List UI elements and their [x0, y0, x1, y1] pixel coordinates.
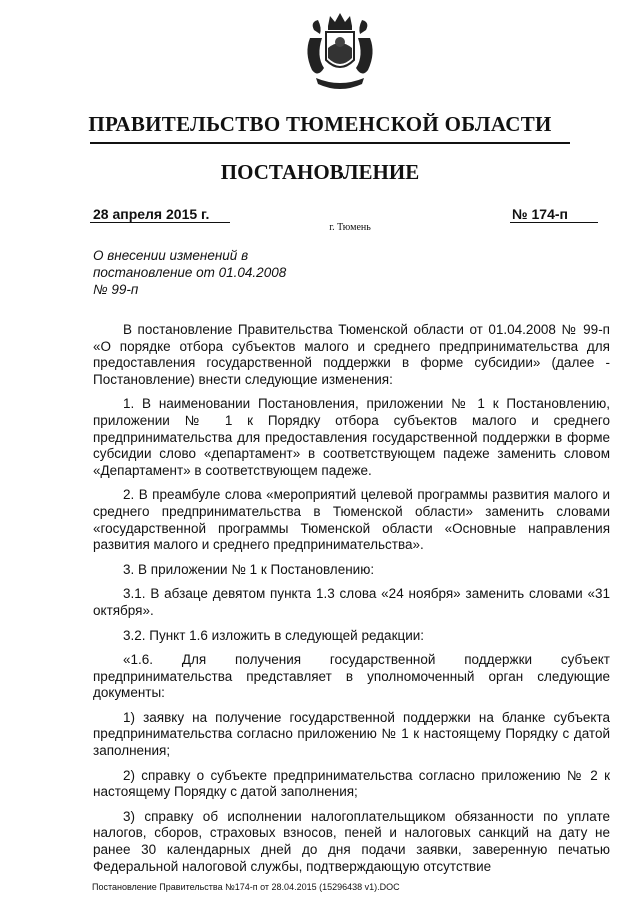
- organization-title: ПРАВИТЕЛЬСТВО ТЮМЕНСКОЙ ОБЛАСТИ: [88, 112, 552, 136]
- footer-filename: Постановление Правительства №174-п от 28.04.2015 (15296438 v1).DOC: [92, 882, 400, 892]
- paragraph: 3.1. В абзаце девятом пункта 1.3 слова «24 ноября» заменить словами «31 октября».: [93, 586, 610, 618]
- paragraph: 3.2. Пункт 1.6 изложить в следующей редакции:: [123, 627, 425, 643]
- coat-of-arms-icon: [300, 8, 380, 98]
- document-type: ПОСТАНОВЛЕНИЕ: [220, 160, 420, 184]
- paragraph: 3. В приложении № 1 к Постановлению:: [123, 561, 375, 577]
- paragraph: 3) справку об исполнении налогоплательщиком обязанности по уплате налогов, сборов, страховых взносов, пеней и налоговых санкций на дату не ранее 30 календарных дней до дня подачи заявки, заверенную печатью Федеральной налоговой службы, подтверждающую отсутствие: [93, 808, 610, 874]
- document-date: 28 апреля 2015 г.: [93, 206, 210, 222]
- subject-line: О внесении изменений в: [93, 248, 249, 263]
- paragraph: 2. В преамбуле слова «мероприятий целевой программы развития малого и среднего предпринимательства в Тюменской области» заменить словами «государственной программы Тюменской области «Основные направления развития малого и среднего предпринимательства».: [93, 487, 610, 553]
- subject-line: № 99-п: [93, 282, 139, 297]
- paragraph: 2) справку о субъекте предпринимательства согласно приложению № 2 к настоящему Порядку с датой заполнения;: [93, 767, 610, 800]
- city: г. Тюмень: [329, 222, 371, 233]
- paragraph: 1) заявку на получение государственной поддержки на бланке субъекта предпринимательства согласно приложению № 1 к настоящему Порядку с датой заполнения;: [93, 709, 610, 759]
- paragraph: 1. В наименовании Постановления, приложении № 1 к Постановлению, приложении № 1 к Порядку отбора субъектов малого и среднего предпринимательства для предоставления государственной поддержки в форме субсидии слово «департамент» в соответствующем падеже заменить словом «Департамент» в соответствующем падеже.: [93, 396, 610, 478]
- header-rule: [90, 142, 570, 144]
- paragraph: «1.6. Для получения государственной поддержки субъект предпринимательства представляет в уполномоченный орган следующие документы:: [93, 652, 610, 701]
- subject-line: постановление от 01.04.2008: [93, 265, 287, 280]
- document-number: № 174-п: [512, 206, 568, 222]
- document-body: [93, 322, 610, 883]
- document-subject: [93, 247, 323, 298]
- paragraph: В постановление Правительства Тюменской области от 01.04.2008 № 99-п «О порядке отбора субъектов малого и среднего предпринимательства для предоставления государственной поддержки в форме субсидии» (далее - Постановление) внести следующие изменения:: [93, 322, 610, 387]
